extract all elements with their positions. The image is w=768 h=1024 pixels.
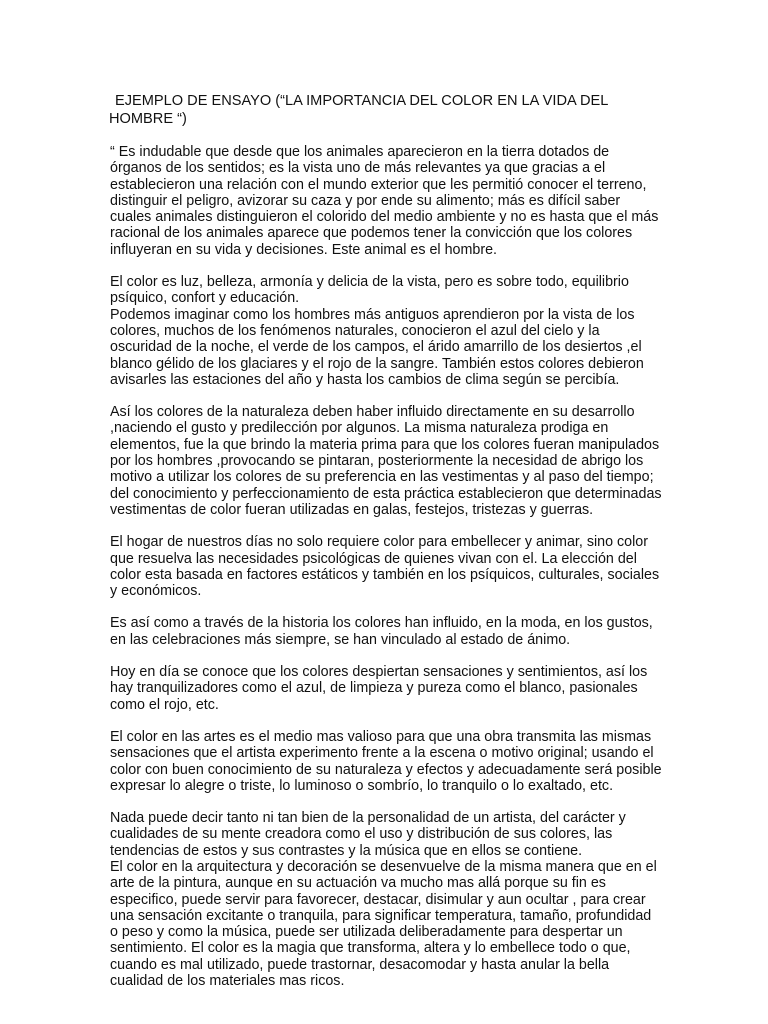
paragraph-line: especifico, puede servir para favorecer, destacar, disimular y aun ocultar , para crear <box>110 891 646 908</box>
paragraph-line: vestimentas de color fueran utilizadas en galas, festejos, tristezas y guerras. <box>110 501 594 518</box>
title-line-1: EJEMPLO DE ENSAYO (“LA IMPORTANCIA DEL COLOR EN LA VIDA DEL <box>115 93 609 109</box>
paragraph-line: y económicos. <box>110 583 202 600</box>
paragraph-line: color con buen conocimiento de su naturaleza y efectos y adecuadamente será posible <box>110 761 662 778</box>
paragraph-line: tendencias de estos y sus contrastes y la música que en ellos se contiene. <box>110 842 583 859</box>
paragraph-line: cualidades de su mente creadora como el uso y distribución de sus colores, las <box>110 826 613 843</box>
paragraph-line: del conocimiento y perfeccionamiento de esta práctica establecieron que determinadas <box>110 485 662 502</box>
paragraph-5 <box>110 615 670 648</box>
paragraph-line: Hoy en día se conoce que los colores despiertan sensaciones y sentimientos, así los <box>110 664 648 681</box>
paragraph-line: órganos de los sentidos; es la vista uno de más relevantes ya que gracias a el <box>110 160 606 177</box>
paragraph-line: que resuelva las necesidades psicológicas de quienes vivan con el. La elección del <box>110 550 637 567</box>
paragraph-line: “ Es indudable que desde que los animales aparecieron en la tierra dotados de <box>110 144 610 160</box>
paragraph-6 <box>110 664 670 713</box>
paragraph-line: psíquico, confort y educación. <box>110 290 300 307</box>
paragraph-line: racional de los animales aparece que podemos tener la convicción que los colores <box>110 225 633 242</box>
paragraph-line: El color en la arquitectura y decoración se desenvuelve de la misma manera que en el <box>110 858 657 875</box>
paragraph-line: ,naciendo el gusto y predilección por algunos. La misma naturaleza prodiga en <box>110 420 609 437</box>
paragraph-line: oscuridad de la noche, el verde de los campos, el árido amarrillo de los desiertos ,el <box>110 339 642 356</box>
paragraph-line: establecieron una relación con el mundo exterior que les permitió conocer el terreno, <box>110 176 647 193</box>
paragraph-line: avisarles las estaciones del año y hasta los cambios de clima según se percibía. <box>110 371 620 388</box>
paragraph-3 <box>110 404 670 518</box>
paragraph-line: como el rojo, etc. <box>110 696 219 713</box>
paragraph-line: motivo a utilizar los colores de su preferencia en las vestimentas y al paso del tiempo; <box>110 469 654 486</box>
paragraph-line: hay tranquilizadores como el azul, de limpieza y pureza como el blanco, pasionales <box>110 680 638 697</box>
paragraph-line: Es así como a través de la historia los colores han influido, en la moda, en los gustos, <box>110 615 653 632</box>
paragraph-1 <box>110 144 670 258</box>
paragraph-2 <box>110 274 670 388</box>
paragraph-line: distinguir el peligro, avizorar su caza y por ende su alimento; más es difícil saber <box>110 192 621 209</box>
paragraph-line: sentimiento. El color es la magia que transforma, altera y lo embellece todo o que, <box>110 940 631 957</box>
paragraph-line: una sensación excitante o tranquila, para significar temperatura, tamaño, profundidad <box>110 907 652 924</box>
paragraph-line: expresar lo alegre o triste, lo luminoso o sombrío, lo tranquilo o lo exaltado, etc. <box>110 777 614 794</box>
paragraph-7 <box>110 729 670 794</box>
paragraph-line: o peso y como la música, puede ser utilizada deliberadamente para despertar un <box>110 924 623 941</box>
paragraph-line: en las celebraciones más siempre, se han vinculado al estado de ánimo. <box>110 631 571 648</box>
paragraph-line: por los hombres ,provocando se pintaran, posteriormente la necesidad de abrigo los <box>110 453 644 470</box>
paragraph-line: influyeran en su vida y decisiones. Este animal es el hombre. <box>110 241 498 258</box>
paragraph-line: colores, muchos de los fenómenos naturales, conocieron el azul del cielo y la <box>110 322 600 339</box>
paragraph-line: elementos, fue la que brindo la materia prima para que los colores fueran manipulados <box>110 436 660 453</box>
paragraph-line: El hogar de nuestros días no solo requiere color para embellecer y animar, sino color <box>110 534 649 551</box>
paragraph-line: blanco gélido de los glaciares y el rojo de la sangre. También estos colores debieron <box>110 355 644 372</box>
paragraph-8 <box>110 810 670 989</box>
paragraph-line: El color en las artes es el medio mas valioso para que una obra transmita las mismas <box>110 728 652 745</box>
paragraph-line: color esta basada en factores estáticos y también en los psíquicos, culturales, sociales <box>110 566 660 583</box>
paragraph-line: Nada puede decir tanto ni tan bien de la personalidad de un artista, del carácter y <box>110 810 626 827</box>
paragraph-line: cuales animales distinguieron el colorido del medio ambiente y no es hasta que el más <box>110 209 659 226</box>
paragraph-line: cualidad de los materiales mas ricos. <box>110 973 345 990</box>
paragraph-line: Así los colores de la naturaleza deben haber influido directamente en su desarrollo <box>110 404 635 421</box>
paragraph-line: sensaciones que el artista experimento frente a la escena o motivo original; usando el <box>110 745 654 762</box>
paragraph-line: arte de la pintura, aunque en su actuación va mucho mas allá porque su fin es <box>110 875 606 892</box>
document-title <box>109 92 669 128</box>
title-line-2: HOMBRE “) <box>109 111 187 127</box>
paragraph-line: Podemos imaginar como los hombres más antiguos aprendieron por la vista de los <box>110 306 635 323</box>
paragraph-line: El color es luz, belleza, armonía y delicia de la vista, pero es sobre todo, equilibrio <box>110 274 629 291</box>
paragraph-line: cuando es mal utilizado, puede trastornar, desacomodar y hasta anular la bella <box>110 956 610 973</box>
paragraph-4 <box>110 534 670 599</box>
document-body <box>110 144 670 1005</box>
